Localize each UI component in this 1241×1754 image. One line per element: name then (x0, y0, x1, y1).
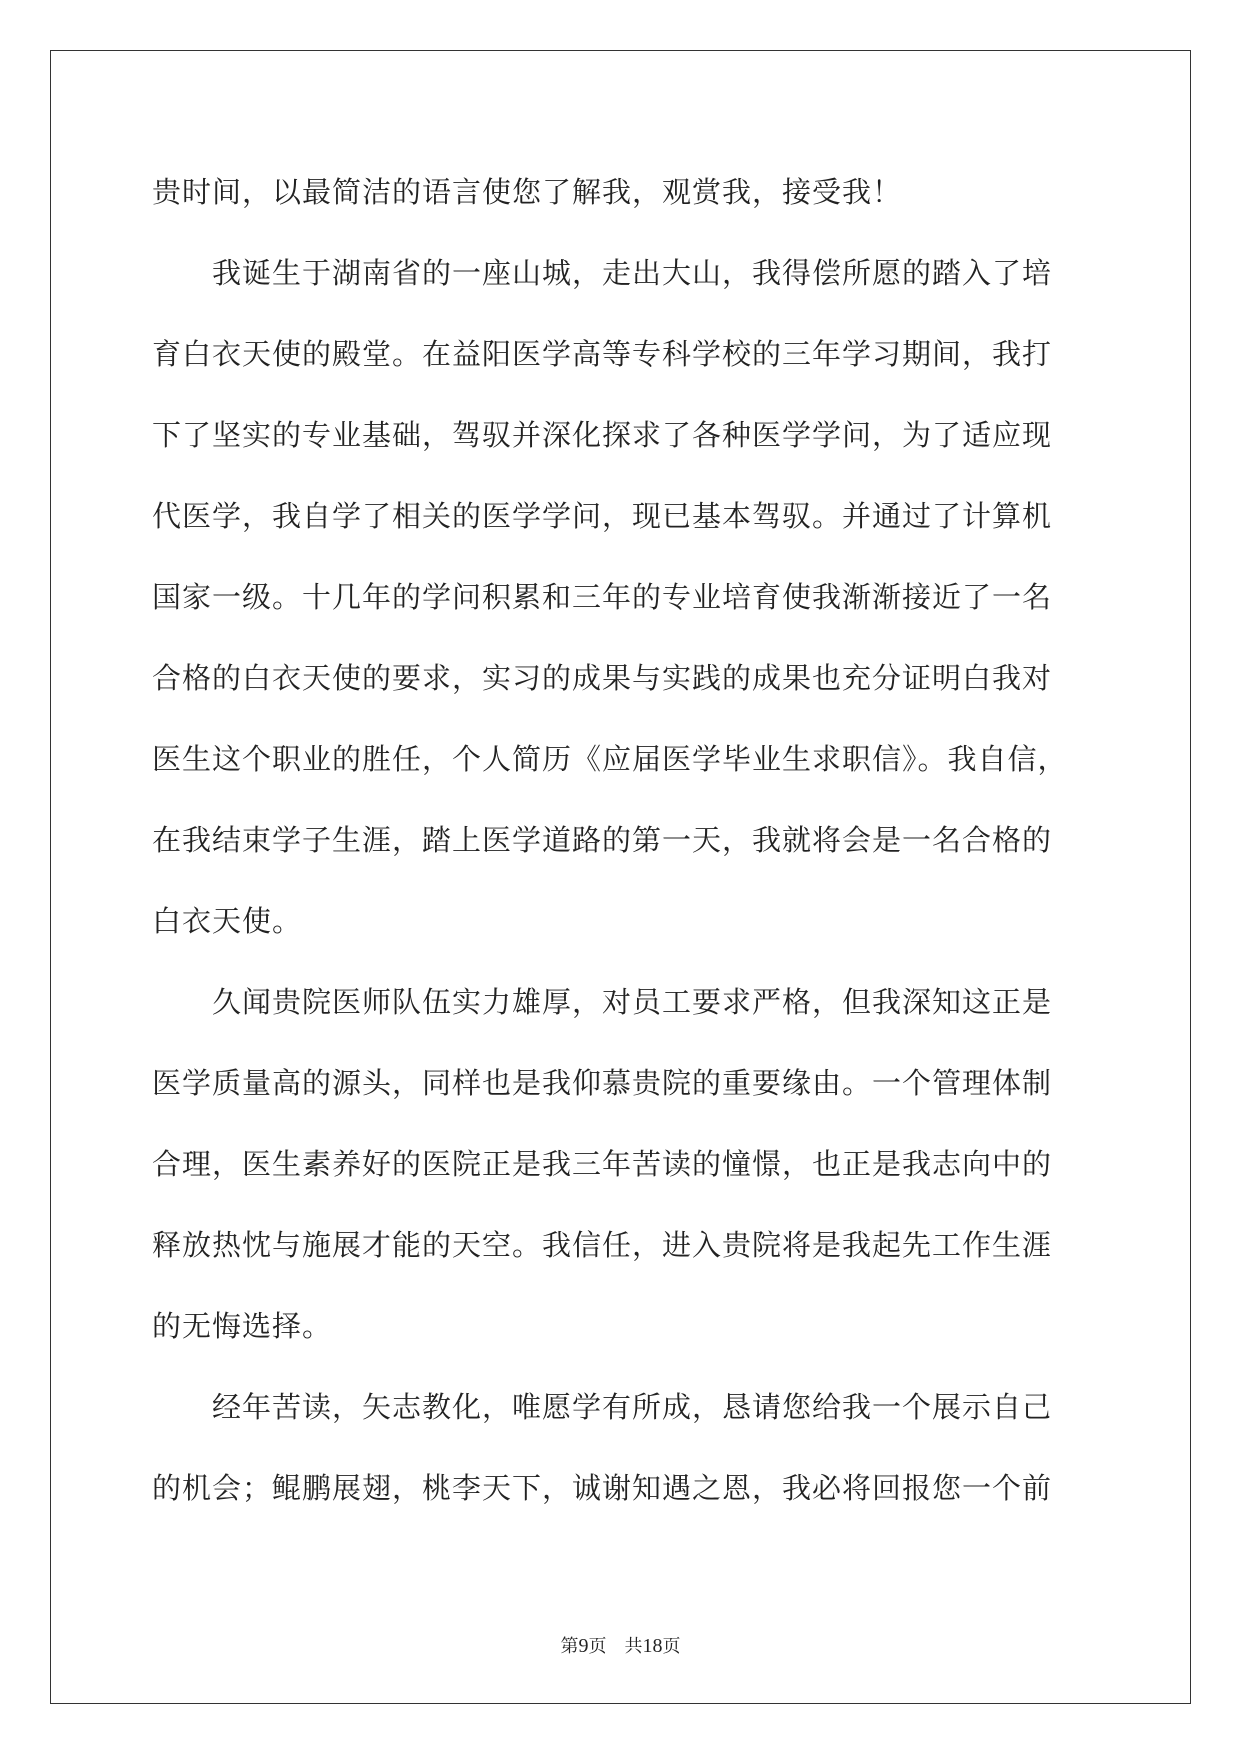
text-line: 白衣天使。 (152, 904, 303, 938)
text-line: 代医学，我自学了相关的医学学问，现已基本驾驭。并通过了计算机 (152, 499, 1053, 533)
text-line: 释放热忱与施展才能的天空。我信任，进入贵院将是我起先工作生涯 (152, 1228, 1053, 1262)
text-line: 的无悔选择。 (152, 1309, 333, 1343)
text-line: 的机会；鲲鹏展翅，桃李天下，诚谢知遇之恩，我必将回报您一个前 (152, 1471, 1053, 1505)
page-footer (0, 1634, 1241, 1659)
text-line: 下了坚实的专业基础，驾驭并深化探求了各种医学学问，为了适应现 (152, 418, 1053, 452)
page-number: 9 (578, 1635, 589, 1657)
text-line: 国家一级。十几年的学问积累和三年的专业培育使我渐渐接近了一名 (152, 580, 1053, 614)
text-line: 经年苦读，矢志教化，唯愿学有所成，恳请您给我一个展示自己 (152, 1390, 1053, 1424)
total-suffix: 页 (662, 1636, 681, 1657)
text-line: 合格的白衣天使的要求，实习的成果与实践的成果也充分证明白我对 (152, 661, 1053, 695)
text-line: 合理，医生素养好的医院正是我三年苦读的憧憬，也正是我志向中的 (152, 1147, 1053, 1181)
text-line: 久闻贵院医师队伍实力雄厚，对员工要求严格，但我深知这正是 (152, 985, 1053, 1019)
text-line: 贵时间，以最简洁的语言使您了解我，观赏我，接受我！ (152, 175, 903, 209)
text-line: 医生这个职业的胜任，个人简历《应届医学毕业生求职信》。我自信， (152, 742, 1068, 776)
text-line: 医学质量高的源头，同样也是我仰慕贵院的重要缘由。一个管理体制 (152, 1066, 1053, 1100)
total-prefix: 共 (624, 1636, 643, 1657)
text-line: 育白衣天使的殿堂。在益阳医学高等专科学校的三年学习期间，我打 (152, 337, 1053, 371)
page-border (50, 50, 1191, 1704)
page-prefix: 第 (560, 1636, 579, 1657)
page-suffix: 页 (588, 1636, 607, 1657)
total-pages: 18 (642, 1635, 663, 1657)
text-line: 在我结束学子生涯，踏上医学道路的第一天，我就将会是一名合格的 (152, 823, 1053, 857)
text-line: 我诞生于湖南省的一座山城，走出大山，我得偿所愿的踏入了培 (152, 256, 1053, 290)
